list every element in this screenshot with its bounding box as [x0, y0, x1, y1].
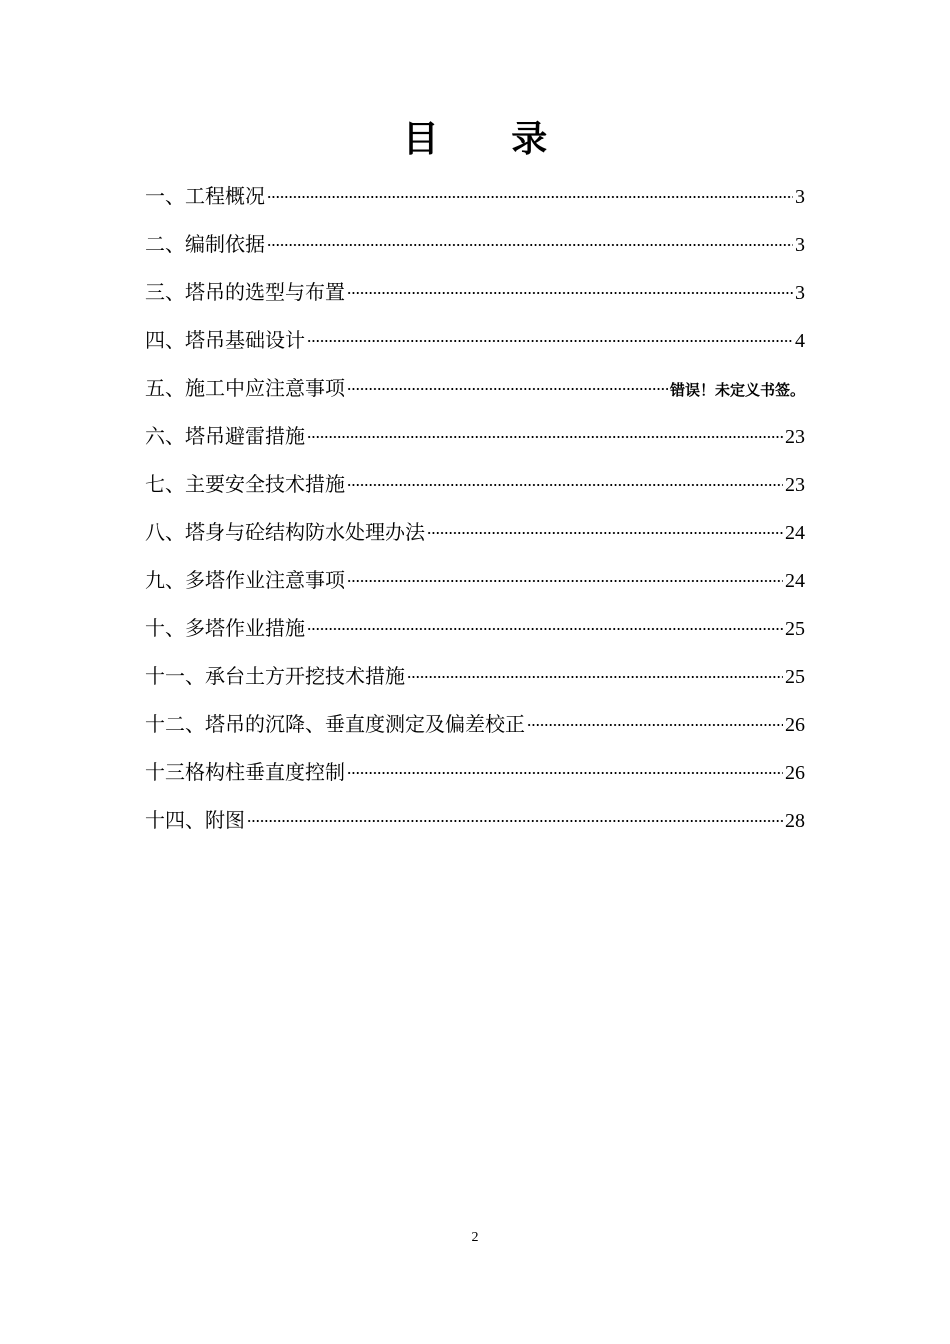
- dot-leader: [267, 243, 793, 247]
- toc-entry-page: 3: [795, 186, 805, 208]
- dot-leader: [267, 195, 793, 199]
- toc-entry[interactable]: [145, 412, 805, 460]
- dot-leader: [247, 819, 783, 823]
- toc-entry-label: 十四、附图: [145, 808, 245, 832]
- toc-entry-page: 26: [785, 714, 805, 736]
- toc-entry[interactable]: [145, 700, 805, 748]
- toc-entry-page: 4: [795, 330, 805, 352]
- toc-entry[interactable]: [145, 316, 805, 364]
- page-number: 2: [471, 1230, 479, 1245]
- toc-entry-label: 六、塔吊避雷措施: [145, 424, 305, 448]
- dot-leader: [347, 483, 783, 487]
- toc-entry[interactable]: [145, 604, 805, 652]
- toc-entry[interactable]: [145, 748, 805, 796]
- toc-entry[interactable]: [145, 220, 805, 268]
- toc-entry-label: 一、工程概况: [145, 184, 265, 208]
- dot-leader: [527, 723, 783, 727]
- toc-entry-page-error: 错误！未定义书签。: [669, 381, 805, 399]
- dot-leader: [407, 675, 783, 679]
- toc-entry-label: 五、施工中应注意事项: [145, 376, 345, 400]
- toc-entry-label: 十、多塔作业措施: [145, 616, 305, 640]
- toc-entry-page: 26: [785, 762, 805, 784]
- dot-leader: [347, 291, 793, 295]
- dot-leader: [347, 771, 783, 775]
- toc-entry-label: 四、塔吊基础设计: [145, 328, 305, 352]
- toc-entry-label: 七、主要安全技术措施: [145, 472, 345, 496]
- toc-entry-label: 十一、承台土方开挖技术措施: [145, 664, 405, 688]
- toc-entry[interactable]: [145, 364, 805, 412]
- toc-entry[interactable]: [145, 172, 805, 220]
- toc-title: 目 录: [402, 119, 578, 160]
- toc-entry-label: 九、多塔作业注意事项: [145, 568, 345, 592]
- table-of-contents: [145, 172, 805, 844]
- toc-entry-page: 24: [785, 570, 805, 592]
- toc-entry-page: 23: [785, 426, 805, 448]
- toc-entry-page: 3: [795, 282, 805, 304]
- toc-entry-page: 25: [785, 666, 805, 688]
- dot-leader: [347, 579, 783, 583]
- toc-entry-label: 十三格构柱垂直度控制: [145, 760, 345, 784]
- dot-leader: [307, 435, 783, 439]
- toc-entry-label: 十二、塔吊的沉降、垂直度测定及偏差校正: [145, 712, 525, 736]
- dot-leader: [347, 387, 668, 391]
- toc-entry-page: 24: [785, 522, 805, 544]
- toc-entry-page: 28: [785, 810, 805, 832]
- toc-entry[interactable]: [145, 460, 805, 508]
- toc-entry[interactable]: [145, 268, 805, 316]
- toc-entry-label: 二、编制依据: [145, 232, 265, 256]
- toc-entry-page: 3: [795, 234, 805, 256]
- dot-leader: [427, 531, 783, 535]
- dot-leader: [307, 627, 783, 631]
- dot-leader: [307, 339, 793, 343]
- toc-entry-label: 八、塔身与砼结构防水处理办法: [145, 520, 425, 544]
- toc-entry[interactable]: [145, 556, 805, 604]
- toc-entry[interactable]: [145, 796, 805, 844]
- toc-entry[interactable]: [145, 508, 805, 556]
- toc-entry-page: 25: [785, 618, 805, 640]
- toc-entry[interactable]: [145, 652, 805, 700]
- toc-entry-page: 23: [785, 474, 805, 496]
- toc-entry-label: 三、塔吊的选型与布置: [145, 280, 345, 304]
